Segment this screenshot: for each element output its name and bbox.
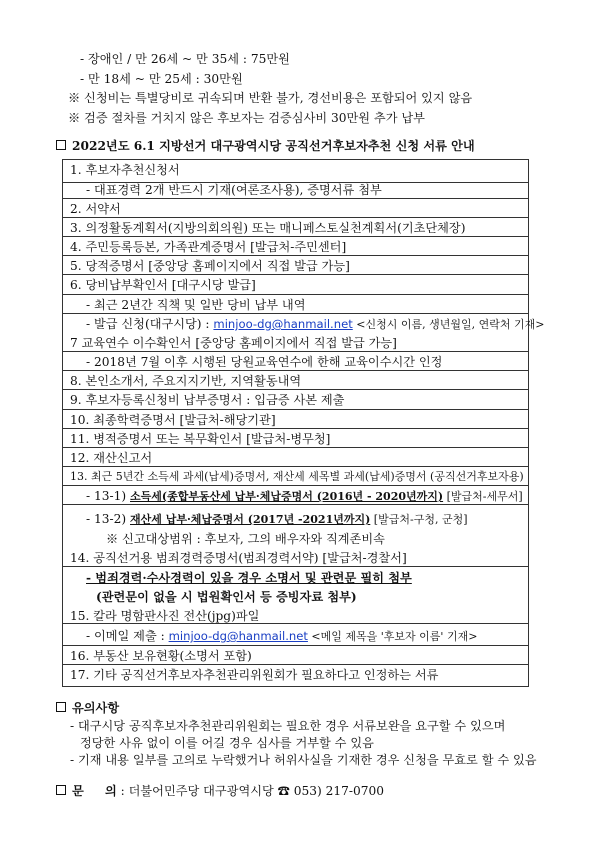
item-13-2-issuer: [발급처-구청, 군청] [370,513,468,526]
doc-item-13-1 [86,488,523,505]
row-divider [62,294,528,295]
row-divider [62,255,528,256]
doc-item-4: 4. 주민등록등본, 가족관계증명서 [발급처-주민센터] [70,240,347,254]
apply-note: <신청시 이름, 생년월일, 연락처 기재> [352,318,545,331]
row-divider [62,370,528,371]
doc-item-6: 6. 당비납부확인서 [대구시당 발급] [70,278,256,292]
note-line-1b: 정당한 사유 없이 이를 어길 경우 심사를 거부할 수 있음 [80,736,374,750]
doc-item-9: 9. 후보자등록신청비 납부증명서 : 입금증 사본 제출 [70,393,345,407]
doc-item-15: 15. 칼라 명함판사진 전산(jpg)파일 [70,609,260,623]
row-divider [62,313,528,314]
row-divider [62,428,528,429]
doc-item-5: 5. 당적증명서 [중앙당 홈페이지에서 직접 발급 가능] [70,259,350,273]
email-subject-note: <메일 제목을 '후보자 이름' 기재> [307,630,478,643]
doc-item-7: 7 교육연수 이수확인서 [중앙당 홈페이지에서 직접 발급 가능] [70,336,397,350]
fee-note-1: ※ 신청비는 특별당비로 귀속되며 반환 불가, 경선비용은 포함되어 있지 않음 [68,91,473,105]
doc-item-6-apply [86,316,544,333]
row-divider [62,351,528,352]
fee-note-2: ※ 검증 절차를 거치지 않은 후보자는 검증심사비 30만원 추가 납부 [68,111,425,125]
doc-item-14-detail: - 범죄경력·수사경력이 있을 경우 소명서 및 관련문 필히 첨부 [86,571,412,585]
doc-item-2: 2. 서약서 [70,202,121,216]
email-link[interactable]: minjoo-dg@hanmail.net [168,629,308,643]
item-13-2-bold: 재산세 납부·체납증명서 (2017년 -2021년까지) [130,513,371,526]
doc-item-10: 10. 최종학력증명서 [발급처-해당기관] [70,413,276,427]
row-divider [62,236,528,237]
item-13-2-prefix: - 13-2) [86,512,131,526]
doc-item-7-detail: - 2018년 7월 이후 시행된 당원교육연수에 한해 교육이수시간 인정 [86,355,443,369]
row-divider [62,274,528,275]
doc-item-1: 1. 후보자추천신청서 [70,163,180,177]
doc-item-14-sub: (관련문이 없을 시 법원확인서 등 증빙자료 첨부) [96,590,357,604]
doc-item-12: 12. 재산신고서 [70,451,153,465]
square-bullet-icon [56,140,66,150]
contact-label: 문 의 [72,784,117,798]
notes-title-text: 유의사항 [72,701,120,715]
section-title-text: 2022년도 6.1 지방선거 대구광역시당 공직선거후보자추천 신청 서류 안내 [72,139,475,153]
row-divider [62,485,528,486]
row-divider [62,664,528,665]
row-divider [62,389,528,390]
square-bullet-icon [56,702,66,712]
doc-item-6-detail: - 최근 2년간 직책 및 일반 당비 납부 내역 [86,298,306,312]
row-divider [62,645,528,646]
row-divider [62,198,528,199]
note-line-1: - 대구시당 공직후보자추천관리위원회는 필요한 경우 서류보완을 요구할 수 있으며 [70,719,506,733]
section-title-notes [56,700,119,716]
contact-text: : 더불어민주당 대구광역시당 ☎ 053) 217-0700 [120,784,384,798]
row-divider [62,466,528,467]
row-divider [62,409,528,410]
doc-item-16: 16. 부동산 보유현황(소명서 포함) [70,649,252,663]
email-link[interactable]: minjoo-dg@hanmail.net [213,317,353,331]
doc-item-13-2 [86,511,467,528]
doc-item-13-note: ※ 신고대상범위 : 후보자, 그의 배우자와 직계존비속 [106,532,385,546]
doc-item-17: 17. 기타 공직선거후보자추천관리위원회가 필요하다고 인정하는 서류 [70,668,439,682]
section-title-docs [56,138,475,154]
item-13-1-issuer: [발급처-세무서] [443,490,523,503]
fee-line-2: - 만 18세 ~ 만 25세 : 30만원 [80,72,243,86]
doc-item-8: 8. 본인소개서, 주요지지기반, 지역활동내역 [70,374,302,388]
item-13-1-bold: 소득세(종합부동산세 납부·체납증명서 (2016년 - 2020년까지) [130,490,444,503]
email-submit-label: - 이메일 제출 : [86,629,169,643]
doc-item-11: 11. 병적증명서 또는 복무확인서 [발급처-병무청] [70,432,331,446]
row-divider [62,217,528,218]
contact-line [56,783,384,799]
row-divider [62,566,528,567]
doc-item-13: 13. 최근 5년간 소득세 과세(납세)증명서, 재산세 세목별 과세(납세)증명서 (공직선거후보자용) [70,470,524,483]
note-line-2: - 기재 내용 일부를 고의로 누락했거나 허위사실을 기재한 경우 신청을 무효로 할 수 있음 [70,753,537,767]
doc-item-15-email [86,628,477,645]
apply-label: - 발급 신청(대구시당) : [86,317,214,331]
fee-line-1: - 장애인 / 만 26세 ~ 만 35세 : 75만원 [80,52,290,66]
row-divider [62,447,528,448]
doc-item-1-detail: - 대표경력 2개 반드시 기재(여론조사용), 증명서류 첨부 [86,183,382,197]
doc-item-14: 14. 공직선거용 범죄경력증명서(범죄경력서약) [발급처-경찰서] [70,551,407,565]
square-bullet-icon [56,785,66,795]
doc-item-3: 3. 의정활동계획서(지방의회의원) 또는 매니페스토실천계획서(기초단체장) [70,221,466,235]
item-13-1-prefix: - 13-1) [86,489,131,503]
